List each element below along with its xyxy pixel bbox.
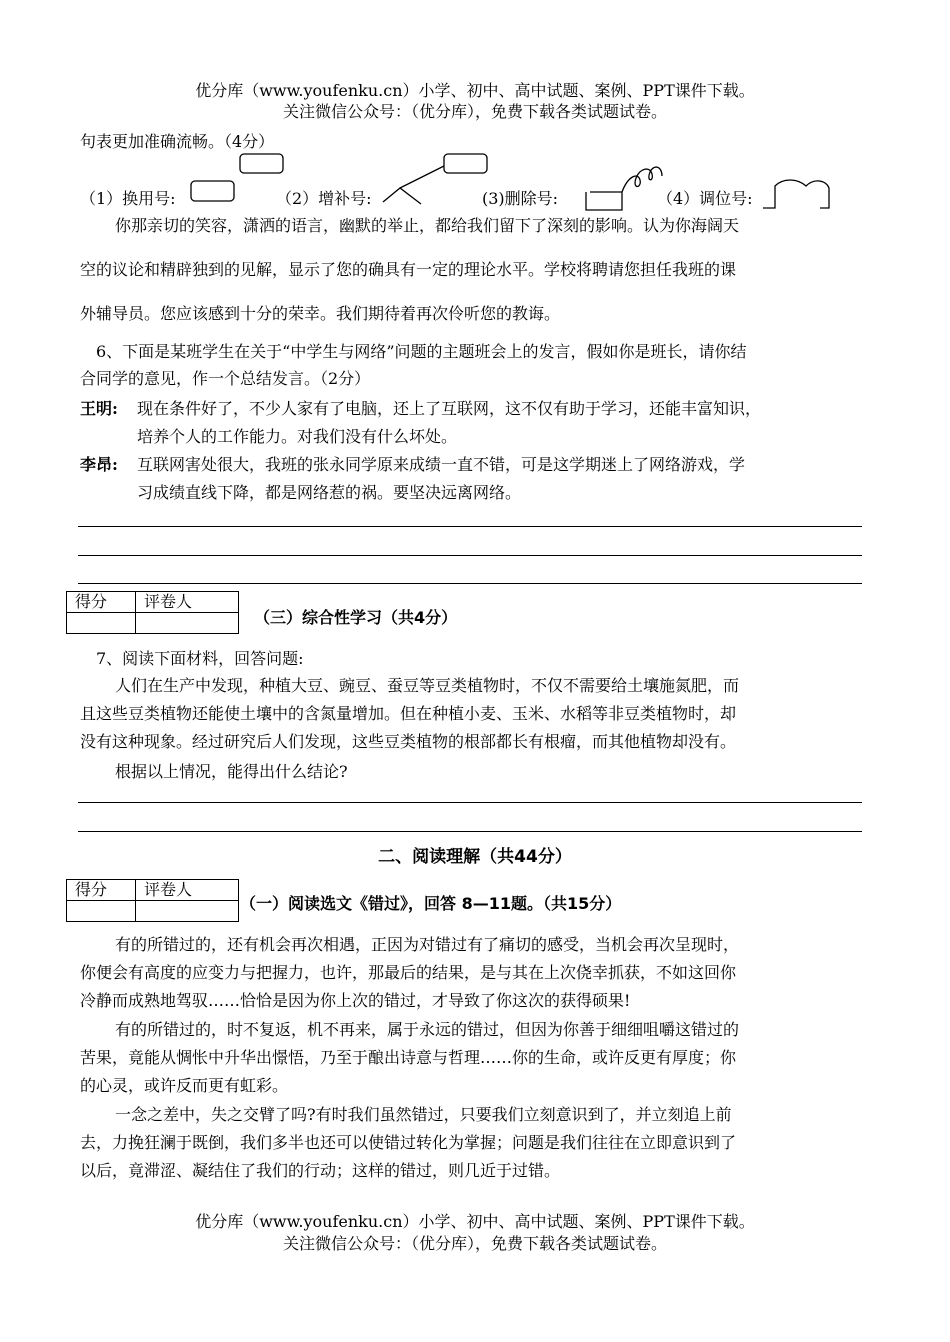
grader-header: 评卷人	[136, 592, 239, 613]
q7-question: 根据以上情况，能得出什么结论?	[115, 762, 348, 781]
speaker-line: 习成绩直线下降，都是网络惹的祸。要坚决远离网络。	[137, 483, 522, 502]
score-header: 得分	[67, 592, 136, 613]
q5-mark-2: （2）增补号:	[276, 189, 372, 208]
speaker-name: 李昂:	[80, 455, 118, 474]
answer-line[interactable]	[78, 555, 862, 556]
footer-line-2: 关注微信公众号：（优分库），免费下载各类试题试卷。	[282, 1234, 667, 1253]
score-table	[66, 591, 239, 634]
score-table	[66, 879, 239, 922]
passage-line: 苦果，竟能从惆怅中升华出憬悟，乃至于酿出诗意与哲理……你的生命，或许反更有厚度；你	[80, 1048, 737, 1067]
q6-stem-line: 合同学的意见，作一个总结发言。（2分）	[80, 369, 371, 388]
passage-line: 冷静而成熟地驾驭……恰恰是因为你上次的错过，才导致了你这次的获得硕果!	[80, 991, 631, 1010]
part-2-title: 二、阅读理解（共44分）	[378, 847, 572, 867]
q5-passage-line: 你那亲切的笑容，潇洒的语言，幽默的举止，都给我们留下了深刻的影响。认为你海阔天	[115, 216, 740, 235]
q5-mark-4: （4）调位号:	[657, 189, 753, 208]
insert-mark-box-icon	[444, 154, 487, 173]
header-line-1: 优分库（www.youfenku.cn）小学、初中、高中试题、案例、PPT课件下载。	[195, 81, 755, 100]
grader-header: 评卷人	[136, 880, 239, 901]
passage-line: 去，力挽狂澜于既倒，我们多半也还可以使错过转化为掌握；问题是我们往往在立即意识到了	[80, 1133, 737, 1152]
answer-line[interactable]	[78, 802, 862, 803]
q6-stem-line: 6、下面是某班学生在关于“中学生与网络”问题的主题班会上的发言，假如你是班长，请你结	[96, 342, 747, 361]
answer-line[interactable]	[78, 526, 862, 527]
speaker-line: 现在条件好了，不少人家有了电脑，还上了互联网，这不仅有助于学习，还能丰富知识，	[137, 399, 762, 418]
speaker-line: 培养个人的工作能力。对我们没有什么坏处。	[137, 427, 458, 446]
passage-line: 你便会有高度的应变力与把握力，也许，那最后的结果，是与其在上次侥幸抓获，不如这回你	[80, 963, 737, 982]
q7-stem: 7、阅读下面材料，回答问题:	[96, 649, 304, 668]
header-line-2: 关注微信公众号：（优分库），免费下载各类试题试卷。	[282, 102, 667, 121]
q7-passage-line: 人们在生产中发现，种植大豆、豌豆、蚕豆等豆类植物时，不仅不需要给土壤施氮肥，而	[115, 676, 740, 695]
q7-passage-line: 没有这种现象。经过研究后人们发现，这些豆类植物的根部都长有根瘤，而其他植物却没有。	[80, 732, 737, 751]
answer-line[interactable]	[78, 831, 862, 832]
q5-mark-1: （1）换用号:	[80, 189, 176, 208]
speaker-name: 王明:	[80, 399, 118, 418]
passage-line: 有的所错过的，还有机会再次相遇，正因为对错过有了痛切的感受，当机会再次呈现时，	[115, 935, 740, 954]
q5-mark-3: (3)删除号:	[482, 189, 559, 208]
q5-intro: 句表更加准确流畅。（4分）	[80, 132, 275, 151]
swap-mark-icon	[191, 181, 234, 201]
passage-line: 一念之差中，失之交臂了吗?有时我们虽然错过，只要我们立刻意识到了，并立刻追上前	[115, 1105, 732, 1124]
footer-line-1: 优分库（www.youfenku.cn）小学、初中、高中试题、案例、PPT课件下载。	[195, 1212, 755, 1231]
passage-line: 以后，竟滞涩、凝结住了我们的行动；这样的错过，则几近于过错。	[80, 1161, 561, 1180]
section-1-title: （一）阅读选文《错过》，回答 8—11题。（共15分）	[240, 894, 622, 913]
transpose-mark-icon	[763, 180, 829, 208]
score-cell[interactable]	[67, 901, 136, 922]
insert-mark-icon	[383, 166, 444, 204]
passage-line: 有的所错过的，时不复返，机不再来，属于永远的错过，但因为你善于细细咀嚼这错过的	[115, 1020, 740, 1039]
swap-mark-box-icon	[240, 154, 283, 173]
section-3-title: （三）综合性学习（共4分）	[254, 608, 458, 627]
speaker-line: 互联网害处很大，我班的张永同学原来成绩一直不错，可是这学期迷上了网络游戏，学	[137, 455, 746, 474]
q7-passage-line: 且这些豆类植物还能使土壤中的含氮量增加。但在种植小麦、玉米、水稻等非豆类植物时，却	[80, 704, 737, 723]
delete-mark-icon	[586, 167, 662, 210]
answer-line[interactable]	[78, 583, 862, 584]
passage-line: 的心灵，或许反而更有虹彩。	[80, 1076, 289, 1095]
grader-cell[interactable]	[136, 613, 239, 634]
score-header: 得分	[67, 880, 136, 901]
grader-cell[interactable]	[136, 901, 239, 922]
q5-passage-line: 空的议论和精辟独到的见解，显示了您的确具有一定的理论水平。学校将聘请您担任我班的课	[80, 260, 737, 279]
score-cell[interactable]	[67, 613, 136, 634]
q5-passage-line: 外辅导员。您应该感到十分的荣幸。我们期待着再次伶听您的教诲。	[80, 304, 561, 323]
